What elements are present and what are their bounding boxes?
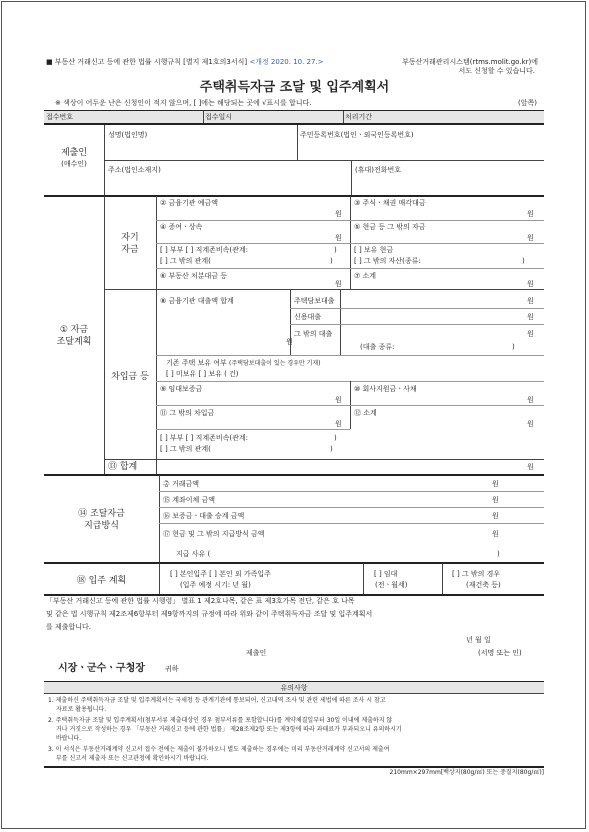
addressee-honorific: 귀하 (165, 665, 179, 673)
cash-other-payment[interactable]: ⑰ 현금 및 그 밖의 지급방식 금액 (163, 530, 265, 538)
other-assets-option[interactable]: [ ] 그 밖의 자산(종류: (354, 257, 421, 265)
close-paren: ) (512, 343, 515, 351)
unit-won: 원 (527, 313, 534, 321)
item-bank-deposit[interactable]: ② 금융기관 예금액 (160, 199, 219, 207)
deposit-loan-assumed[interactable]: ⑯ 보증금ㆍ대출 승계 금액 (163, 512, 245, 520)
own-funds-label-2: 자금 (121, 245, 139, 255)
existing-house-question: 기존 주택 보유 여부 (주택담보대출이 있는 경우만 기재) (166, 359, 321, 367)
loan-mortgage[interactable]: 주택담보대출 (294, 297, 335, 305)
note-2a: 2. 주택취득자금 조달 및 입주계획서(첨부서류 제출대상인 경우 첨부서류를 포함합니다)를 계약체결일부터 30일 이내에 제출하지 않 (48, 717, 393, 724)
paper-spec-footer: 210mm×297mm[백상지(80g/㎡) 또는 중질지(80g/㎡)] (389, 769, 544, 776)
note-3b: 부를 신고서 제출자 또는 신고관청에 확인하시기 바랍니다. (56, 755, 209, 762)
signature-field[interactable]: (서명 또는 인) (478, 649, 522, 657)
name-label[interactable]: 성명(법인명) (108, 131, 148, 139)
item-subtotal-own[interactable]: ⑦ 소계 (354, 272, 377, 280)
item-cash-other[interactable]: ⑤ 현금 등 그 밖의 자금 (354, 223, 426, 231)
close-paren: ) (334, 246, 337, 254)
item-other-borrowing[interactable]: ⑪ 그 밖의 차입금 (160, 409, 215, 417)
id-number-label[interactable]: 주민등록번호(법인ㆍ외국인등록번호) (300, 131, 414, 139)
note-1b: 자료로 활용됩니다. (56, 706, 107, 713)
loan-credit[interactable]: 신용대출 (294, 313, 322, 321)
receipt-date-label: 접수일시 (205, 113, 233, 121)
item-property-sale[interactable]: ⑥ 부동산 처분대금 등 (160, 272, 228, 280)
note-2b: 거나 거짓으로 작성하는 경우 「부동산 거래신고 등에 관한 법률」 제28조제2항 또는 제3항에 따라 과태료가 부과되오니 유의하시기 (56, 726, 402, 733)
loan-other[interactable]: 그 밖의 대출 (294, 330, 333, 338)
item-gift-inherit[interactable]: ④ 증여ㆍ상속 (160, 223, 203, 231)
payment-reason[interactable]: 지급 사유 ( (176, 550, 211, 558)
item-subtotal-borrowed[interactable]: ⑫ 소계 (354, 409, 377, 417)
unit-won: 원 (527, 210, 534, 218)
regulation-reference: ■ 부동산 거래신고 등에 관한 법률 시행규칙 [별지 제1호의3서식] <개정 2020. 10. 27.> (46, 58, 324, 66)
move-in-rental-type: (전ㆍ월세) (375, 581, 408, 589)
submitter-sign-label: 제출인 (246, 649, 267, 657)
funding-section-label-2: 조달계획 (56, 337, 92, 347)
unit-won: 원 (527, 280, 534, 288)
grand-total-label: ⑬ 합계 (108, 462, 138, 472)
unit-won: 원 (286, 338, 293, 346)
unit-won: 원 (335, 280, 342, 288)
funding-section-label: ① 자금 (59, 325, 89, 335)
receipt-number-label: 접수번호 (46, 113, 74, 121)
move-in-other-note: (재건축 등) (466, 581, 501, 589)
revision-date: <개정 2020. 10. 27.> (249, 58, 324, 66)
existing-house-note: (주택담보대출이 있는 경우만 기재) (229, 360, 321, 367)
item-company-support[interactable]: ⑩ 회사지원금ㆍ사채 (354, 385, 417, 393)
loan-type[interactable]: (대출 종류: (360, 343, 395, 351)
own-funds-label: 자기 (121, 233, 139, 243)
close-paren: ) (334, 434, 337, 442)
payment-section-label-2: 지급방식 (84, 521, 119, 531)
statement-line-1: 「부동산 거래신고 등에 관한 법률 시행령」 별표 1 제2호나목, 같은 표 제3호가목 전단, 같은 호 나목 (46, 597, 355, 605)
close-paren: ) (330, 445, 333, 453)
page-side: (앞쪽) (518, 99, 537, 107)
move-in-label: ⑱ 입주 계획 (76, 576, 127, 586)
submitter-section-label: 제출인 (60, 148, 88, 158)
phone-label[interactable]: (휴대)전화번호 (355, 166, 402, 174)
unit-won: 원 (527, 420, 534, 428)
unit-won: 원 (335, 234, 342, 242)
statement-line-3: 를 제출합니다. (46, 623, 92, 631)
unit-won: 원 (492, 512, 499, 520)
gift-relation-2[interactable]: [ ] 그 밖의 관계( (160, 257, 211, 265)
address-label[interactable]: 주소(법인소재지) (108, 166, 161, 174)
page-frame (1, 1, 586, 829)
online-note-1: 부동산거래관리시스템(rtms.molit.go.kr)에 (402, 58, 538, 66)
borrow-relation-1[interactable]: [ ] 부부 [ ] 직계존비속(관계: (160, 434, 248, 442)
gift-relation-1[interactable]: [ ] 부부 [ ] 직계존비속(관계: (160, 246, 248, 254)
note-3a: 3. 이 서식은 부동산거래계약 신고서 접수 전에는 제출이 불가하오니 별도 제출하는 경우에는 미리 부동산거래계약 신고서의 제출여 (48, 746, 390, 753)
move-in-self-family[interactable]: [ ] 본인입주 [ ] 본인 외 가족입주 (170, 570, 271, 578)
instruction-text: ※ 색상이 어두운 난은 신청인이 적지 않으며, [ ]에는 해당되는 곳에 √표시를 합니다. (55, 99, 312, 107)
unit-won: 원 (527, 396, 534, 404)
close-paren: ) (330, 257, 333, 265)
move-in-schedule[interactable]: (입주 예정 시기: 년 월) (180, 581, 251, 589)
item-stock-sale[interactable]: ③ 주식ㆍ채권 매각대금 (354, 199, 426, 207)
note-2c: 바랍니다. (56, 735, 82, 742)
submission-date[interactable]: 년 월 일 (466, 636, 491, 644)
submitter-section-sub: (매수인) (61, 160, 87, 168)
online-note-2: 서도 신청할 수 있습니다. (458, 67, 535, 75)
move-in-rental[interactable]: [ ] 임대 (374, 570, 398, 578)
form-title: 주택취득자금 조달 및 입주계획서 (199, 80, 390, 95)
unit-won: 원 (527, 330, 534, 338)
payment-section-label: ⑭ 조달자금 (78, 509, 125, 519)
existing-house-options[interactable]: [ ] 미보유 [ ] 보유 ( 건) (166, 370, 239, 378)
unit-won: 원 (492, 530, 499, 538)
close-paren: ) (522, 257, 525, 265)
unit-won: 원 (492, 480, 499, 488)
note-1a: 1. 제출하신 주택취득자금 조달 및 입주계획서는 국세청 등 관계기관에 통보되어, 신고내역 조사 및 관련 세법에 따른 조사 시 참고 (48, 697, 386, 704)
notes-title: 유의사항 (280, 684, 308, 692)
unit-won: 원 (527, 234, 534, 242)
borrowed-label: 차입금 등 (111, 372, 149, 382)
receipt-row (44, 111, 544, 123)
processing-period-label: 처리기간 (345, 113, 373, 121)
unit-won: 원 (335, 420, 342, 428)
unit-won: 원 (335, 396, 342, 404)
move-in-other[interactable]: [ ] 그 밖의 경우 (452, 570, 501, 578)
cash-held-option[interactable]: [ ] 보유 현금 (354, 246, 394, 254)
borrow-relation-2[interactable]: [ ] 그 밖의 관계( (160, 445, 211, 453)
unit-won: 원 (527, 463, 534, 471)
item-bank-loan-total[interactable]: ⑧ 금융기관 대출액 합계 (160, 297, 234, 305)
unit-won: 원 (335, 210, 342, 218)
transfer-amount[interactable]: ⑮ 계좌이체 금액 (163, 496, 216, 504)
unit-won: 원 (527, 297, 534, 305)
addressee: 시장ㆍ군수ㆍ구청장 (58, 663, 145, 674)
close-paren: ) (497, 550, 500, 558)
unit-won: 원 (492, 496, 499, 504)
item-rental-deposit[interactable]: ⑨ 임대보증금 (160, 385, 203, 393)
statement-line-2: 및 같은 법 시행규칙 제2조제6항부터 제9항까지의 규정에 따라 위와 같이 주택취득자금 조달 및 입주계획서 (46, 610, 373, 618)
total-transaction-amount[interactable]: 총 거래금액 (163, 480, 200, 488)
